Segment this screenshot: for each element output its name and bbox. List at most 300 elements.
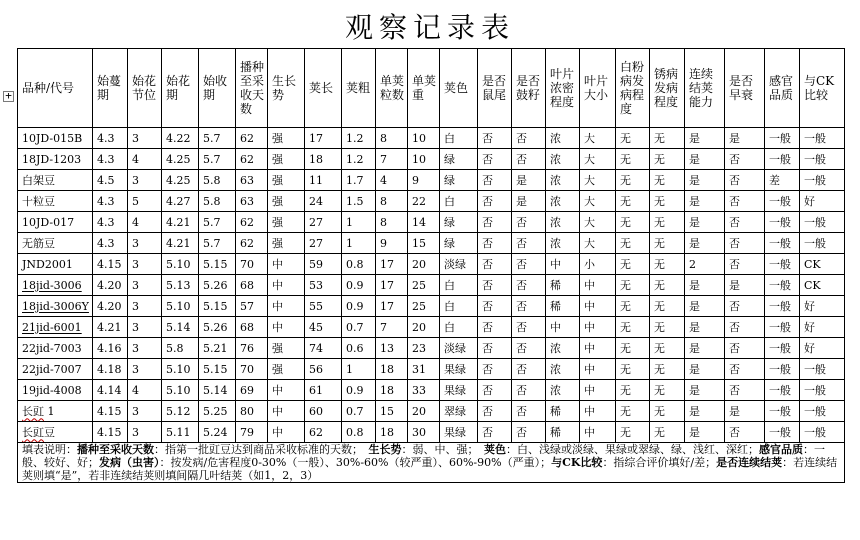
- data-cell: 中: [546, 254, 580, 275]
- data-cell: 否: [725, 254, 765, 275]
- variety-name-cell: 22jid-7003: [18, 338, 93, 359]
- data-cell: 浓: [546, 359, 580, 380]
- data-cell: 是: [685, 317, 725, 338]
- data-cell: 3: [128, 254, 162, 275]
- data-cell: 一般: [800, 380, 845, 401]
- data-cell: 否: [512, 128, 546, 149]
- data-cell: 是: [685, 401, 725, 422]
- table-row: [18, 317, 845, 338]
- data-cell: 15: [408, 233, 440, 254]
- data-cell: 白: [440, 128, 478, 149]
- variety-name-cell: 10JD-015B: [18, 128, 93, 149]
- table-row: [18, 170, 845, 191]
- column-header: 连续结荚能力: [685, 49, 725, 128]
- data-cell: 53: [305, 275, 342, 296]
- data-cell: 大: [580, 191, 616, 212]
- data-cell: 稀: [546, 275, 580, 296]
- data-cell: 中: [580, 401, 616, 422]
- table-row: [18, 380, 845, 401]
- data-cell: 果绿: [440, 422, 478, 443]
- data-cell: 否: [512, 359, 546, 380]
- data-cell: 68: [236, 275, 268, 296]
- data-cell: 一般: [765, 149, 800, 170]
- variety-name-cell: [18, 296, 93, 317]
- data-cell: 否: [478, 317, 512, 338]
- footnote-term: 荚色: [484, 443, 506, 456]
- data-cell: 60: [305, 401, 342, 422]
- data-cell: 无: [650, 254, 685, 275]
- data-cell: 4: [128, 212, 162, 233]
- data-cell: 大: [580, 149, 616, 170]
- data-cell: 4.3: [93, 128, 128, 149]
- data-cell: 稀: [546, 296, 580, 317]
- data-cell: 20: [408, 401, 440, 422]
- data-cell: 中: [546, 317, 580, 338]
- data-cell: 无: [616, 359, 650, 380]
- data-cell: 中: [268, 275, 305, 296]
- data-cell: 无: [650, 149, 685, 170]
- data-cell: 4.25: [162, 170, 199, 191]
- data-cell: 4.16: [93, 338, 128, 359]
- data-cell: 无: [650, 338, 685, 359]
- data-cell: 3: [128, 296, 162, 317]
- data-cell: 否: [478, 254, 512, 275]
- data-cell: 大: [580, 128, 616, 149]
- data-cell: 是: [685, 212, 725, 233]
- table-move-handle-icon[interactable]: +: [3, 91, 14, 102]
- data-cell: 无: [650, 380, 685, 401]
- data-cell: 一般: [765, 212, 800, 233]
- data-cell: 10: [408, 128, 440, 149]
- table-row: [18, 212, 845, 233]
- data-cell: 5.13: [162, 275, 199, 296]
- data-cell: 30: [408, 422, 440, 443]
- data-cell: 4.18: [93, 359, 128, 380]
- header-row: [18, 49, 845, 128]
- data-cell: 无: [650, 170, 685, 191]
- data-cell: 4.27: [162, 191, 199, 212]
- data-cell: 强: [268, 191, 305, 212]
- data-cell: 4.20: [93, 275, 128, 296]
- column-header: 单荚粒数: [376, 49, 408, 128]
- data-cell: 无: [616, 380, 650, 401]
- footnote-term: 发病（虫害）: [99, 456, 160, 469]
- data-cell: 中: [580, 296, 616, 317]
- spellcheck-wavy-text: 长豇: [22, 425, 44, 439]
- data-cell: 4.3: [93, 212, 128, 233]
- data-cell: 好: [800, 338, 845, 359]
- data-cell: 是: [685, 338, 725, 359]
- variety-name-cell: 长豇 1: [18, 401, 93, 422]
- footnote-text: ：若连续结荚则填“是”，若非连续结荚则填间隔几叶结荚（如1，2，3）: [22, 456, 838, 482]
- data-cell: 否: [725, 191, 765, 212]
- data-cell: 1.7: [342, 170, 376, 191]
- data-cell: 7: [376, 149, 408, 170]
- data-cell: 一般: [765, 338, 800, 359]
- data-cell: 无: [650, 359, 685, 380]
- data-cell: 10: [408, 149, 440, 170]
- data-cell: 5.8: [162, 338, 199, 359]
- data-cell: 否: [478, 380, 512, 401]
- data-cell: 稀: [546, 401, 580, 422]
- data-cell: 0.9: [342, 275, 376, 296]
- data-cell: 63: [236, 170, 268, 191]
- data-cell: 5.15: [199, 296, 236, 317]
- data-cell: 1: [342, 233, 376, 254]
- column-header: 荚粗: [342, 49, 376, 128]
- data-cell: 56: [305, 359, 342, 380]
- data-cell: 20: [408, 254, 440, 275]
- data-cell: 45: [305, 317, 342, 338]
- data-cell: 否: [478, 149, 512, 170]
- data-cell: 否: [478, 296, 512, 317]
- footnote-term: 是否连续结荚: [716, 456, 783, 469]
- data-cell: 5.7: [199, 128, 236, 149]
- data-cell: 5: [128, 191, 162, 212]
- data-cell: 无: [650, 233, 685, 254]
- data-cell: 4.21: [162, 233, 199, 254]
- data-cell: 5.14: [162, 317, 199, 338]
- data-cell: 一般: [800, 212, 845, 233]
- data-cell: 中: [580, 338, 616, 359]
- data-cell: 62: [236, 149, 268, 170]
- data-cell: 否: [512, 338, 546, 359]
- data-cell: 中: [268, 380, 305, 401]
- data-cell: 4: [128, 380, 162, 401]
- data-cell: 18: [376, 380, 408, 401]
- data-cell: 5.7: [199, 212, 236, 233]
- data-cell: 4.20: [93, 296, 128, 317]
- data-cell: 淡绿: [440, 254, 478, 275]
- data-cell: 7: [376, 317, 408, 338]
- data-cell: 18: [376, 422, 408, 443]
- underlined-variety-name: 18jid-3006Y: [22, 299, 89, 313]
- data-cell: 3: [128, 317, 162, 338]
- data-cell: 淡绿: [440, 338, 478, 359]
- data-cell: 3: [128, 338, 162, 359]
- column-header: 是否早衰: [725, 49, 765, 128]
- data-cell: 27: [305, 233, 342, 254]
- column-header: 白粉病发病程度: [616, 49, 650, 128]
- data-cell: 否: [478, 422, 512, 443]
- data-cell: 18: [305, 149, 342, 170]
- variety-name-cell: 18JD-1203: [18, 149, 93, 170]
- data-cell: 3: [128, 233, 162, 254]
- data-cell: 否: [512, 380, 546, 401]
- data-cell: 0.9: [342, 296, 376, 317]
- data-cell: 浓: [546, 191, 580, 212]
- data-cell: 61: [305, 380, 342, 401]
- data-cell: 24: [305, 191, 342, 212]
- data-cell: 强: [268, 149, 305, 170]
- data-cell: 是: [685, 233, 725, 254]
- data-cell: 63: [236, 191, 268, 212]
- data-cell: 3: [128, 359, 162, 380]
- data-cell: 否: [478, 359, 512, 380]
- data-cell: 4: [376, 170, 408, 191]
- data-cell: 0.7: [342, 317, 376, 338]
- data-cell: 白: [440, 317, 478, 338]
- table-row: [18, 149, 845, 170]
- data-cell: 4.15: [93, 401, 128, 422]
- data-cell: 8: [376, 128, 408, 149]
- data-cell: 一般: [765, 296, 800, 317]
- data-cell: 否: [725, 317, 765, 338]
- data-cell: 翠绿: [440, 401, 478, 422]
- table-row: [18, 191, 845, 212]
- table-row: [18, 233, 845, 254]
- data-cell: 否: [512, 401, 546, 422]
- variety-name-cell: 十粒豆: [18, 191, 93, 212]
- data-cell: 无: [650, 401, 685, 422]
- data-cell: 否: [478, 401, 512, 422]
- underlined-variety-name: 21jid-6001: [22, 320, 82, 334]
- data-cell: 绿: [440, 149, 478, 170]
- data-cell: 绿: [440, 233, 478, 254]
- data-cell: 57: [236, 296, 268, 317]
- column-header: 锈病发病程度: [650, 49, 685, 128]
- table-row: [18, 296, 845, 317]
- data-cell: 62: [236, 128, 268, 149]
- column-header: 荚色: [440, 49, 478, 128]
- data-cell: 4.3: [93, 149, 128, 170]
- footnote-cell: [18, 443, 845, 483]
- data-cell: 无: [616, 296, 650, 317]
- data-cell: 否: [478, 191, 512, 212]
- data-cell: 15: [376, 401, 408, 422]
- data-cell: 3: [128, 128, 162, 149]
- data-cell: 否: [725, 296, 765, 317]
- underlined-variety-name: 18jid-3006: [22, 278, 82, 292]
- data-cell: 0.9: [342, 380, 376, 401]
- column-header: 单荚重: [408, 49, 440, 128]
- data-cell: 绿: [440, 170, 478, 191]
- table-header: [18, 49, 845, 128]
- data-cell: 62: [236, 233, 268, 254]
- data-cell: 否: [478, 170, 512, 191]
- data-cell: 9: [408, 170, 440, 191]
- data-cell: 5.26: [199, 275, 236, 296]
- data-cell: 4.14: [93, 380, 128, 401]
- data-cell: 中: [268, 317, 305, 338]
- data-cell: 一般: [800, 401, 845, 422]
- data-cell: 好: [800, 296, 845, 317]
- data-cell: 稀: [546, 422, 580, 443]
- data-cell: 浓: [546, 212, 580, 233]
- data-cell: 17: [376, 275, 408, 296]
- data-cell: 强: [268, 359, 305, 380]
- data-cell: 23: [408, 338, 440, 359]
- data-cell: 是: [685, 380, 725, 401]
- data-cell: 小: [580, 254, 616, 275]
- data-cell: 5.7: [199, 233, 236, 254]
- data-cell: 5.7: [199, 149, 236, 170]
- data-cell: 5.25: [199, 401, 236, 422]
- data-cell: 8: [376, 191, 408, 212]
- data-cell: 一般: [765, 275, 800, 296]
- data-cell: 中: [580, 422, 616, 443]
- data-cell: 否: [725, 422, 765, 443]
- data-cell: 55: [305, 296, 342, 317]
- data-cell: 中: [268, 254, 305, 275]
- data-cell: 0.6: [342, 338, 376, 359]
- data-cell: 中: [580, 275, 616, 296]
- data-cell: 中: [580, 380, 616, 401]
- data-cell: 1: [342, 359, 376, 380]
- data-cell: 好: [800, 317, 845, 338]
- data-cell: 中: [268, 296, 305, 317]
- footnote-term: 与CK比较: [551, 456, 603, 469]
- variety-name-cell: 白架豆: [18, 170, 93, 191]
- data-cell: 一般: [765, 401, 800, 422]
- data-cell: 是: [725, 401, 765, 422]
- data-cell: 3: [128, 401, 162, 422]
- footnote-text: ：白、浅绿或淡绿、果绿或翠绿、绿、浅红、深红；: [506, 443, 759, 456]
- data-cell: 4.3: [93, 233, 128, 254]
- data-cell: 是: [725, 128, 765, 149]
- data-cell: CK: [800, 254, 845, 275]
- data-cell: 否: [725, 170, 765, 191]
- data-cell: 一般: [800, 128, 845, 149]
- data-cell: 17: [376, 254, 408, 275]
- data-cell: 无: [616, 233, 650, 254]
- footnote-text: ：按发病/危害程度0-30%（一般）、30%-60%（较严重）、60%-90%（严重）；: [159, 456, 552, 469]
- data-cell: 是: [685, 149, 725, 170]
- data-cell: 一般: [765, 128, 800, 149]
- data-cell: 否: [725, 359, 765, 380]
- data-cell: 无: [616, 422, 650, 443]
- data-cell: 大: [580, 212, 616, 233]
- data-cell: 否: [512, 212, 546, 233]
- data-cell: 无: [650, 191, 685, 212]
- data-cell: 13: [376, 338, 408, 359]
- data-cell: 强: [268, 212, 305, 233]
- data-cell: 浓: [546, 128, 580, 149]
- data-cell: 浓: [546, 170, 580, 191]
- data-cell: 无: [650, 275, 685, 296]
- data-cell: 否: [478, 128, 512, 149]
- column-header: 是否鼠尾: [478, 49, 512, 128]
- footnote-text: 填表说明：: [22, 443, 77, 456]
- data-cell: 1.2: [342, 149, 376, 170]
- data-cell: 一般: [800, 422, 845, 443]
- column-header: 播种至采收天数: [236, 49, 268, 128]
- data-cell: 是: [685, 128, 725, 149]
- data-cell: 5.10: [162, 380, 199, 401]
- data-cell: 5.10: [162, 254, 199, 275]
- data-cell: 是: [725, 275, 765, 296]
- data-cell: 11: [305, 170, 342, 191]
- data-cell: 绿: [440, 212, 478, 233]
- column-header: 荚长: [305, 49, 342, 128]
- page-title: 观察记录表: [344, 11, 515, 44]
- data-cell: 0.8: [342, 254, 376, 275]
- column-header: 感官品质: [765, 49, 800, 128]
- data-cell: 否: [512, 275, 546, 296]
- data-cell: 无: [650, 422, 685, 443]
- column-header: 品种/代号: [18, 49, 93, 128]
- variety-name-cell: [18, 275, 93, 296]
- data-cell: 否: [478, 212, 512, 233]
- data-cell: 4.25: [162, 149, 199, 170]
- data-cell: 4: [128, 149, 162, 170]
- data-cell: 5.24: [199, 422, 236, 443]
- data-cell: 5.15: [199, 254, 236, 275]
- column-header: 始花期: [162, 49, 199, 128]
- data-cell: 是: [685, 296, 725, 317]
- data-cell: 中: [580, 317, 616, 338]
- data-cell: 无: [616, 254, 650, 275]
- data-cell: 无: [616, 149, 650, 170]
- column-header: 始花节位: [128, 49, 162, 128]
- data-cell: 4.5: [93, 170, 128, 191]
- data-cell: 无: [616, 401, 650, 422]
- data-cell: 一般: [765, 317, 800, 338]
- data-cell: 无: [616, 170, 650, 191]
- data-cell: 4.21: [93, 317, 128, 338]
- column-header: 始收期: [199, 49, 236, 128]
- footnote-term: 播种至采收天数: [77, 443, 154, 456]
- column-header: 始蔓期: [93, 49, 128, 128]
- data-cell: 一般: [765, 254, 800, 275]
- data-cell: 是: [685, 170, 725, 191]
- data-cell: 否: [725, 338, 765, 359]
- data-cell: 18: [376, 359, 408, 380]
- data-cell: 5.10: [162, 359, 199, 380]
- column-header: 叶片大小: [580, 49, 616, 128]
- data-cell: 否: [512, 233, 546, 254]
- data-cell: 是: [512, 170, 546, 191]
- data-cell: 33: [408, 380, 440, 401]
- data-cell: 17: [305, 128, 342, 149]
- data-cell: 浓: [546, 149, 580, 170]
- footnote-term: 生长势: [368, 443, 402, 456]
- footnote-text: ：指第一批豇豆达到商品采收标准的天数；: [154, 443, 369, 456]
- data-cell: 大: [580, 170, 616, 191]
- data-cell: 是: [512, 191, 546, 212]
- data-cell: 3: [128, 275, 162, 296]
- data-cell: 强: [268, 233, 305, 254]
- variety-name-cell: 10JD-017: [18, 212, 93, 233]
- data-cell: 否: [512, 422, 546, 443]
- data-cell: 76: [236, 338, 268, 359]
- data-cell: 白: [440, 296, 478, 317]
- data-cell: 一般: [765, 422, 800, 443]
- data-cell: 中: [268, 422, 305, 443]
- column-header: 生长势: [268, 49, 305, 128]
- data-cell: 5.14: [199, 380, 236, 401]
- data-cell: 5.21: [199, 338, 236, 359]
- data-cell: 4.21: [162, 212, 199, 233]
- data-cell: 一般: [800, 233, 845, 254]
- table-row: [18, 422, 845, 443]
- data-cell: 否: [512, 149, 546, 170]
- data-cell: 1: [342, 212, 376, 233]
- data-cell: 中: [580, 359, 616, 380]
- data-cell: 浓: [546, 233, 580, 254]
- column-header: 是否鼓籽: [512, 49, 546, 128]
- data-cell: 否: [478, 338, 512, 359]
- data-cell: 一般: [800, 170, 845, 191]
- data-cell: 是: [685, 422, 725, 443]
- data-cell: 浓: [546, 380, 580, 401]
- data-cell: 80: [236, 401, 268, 422]
- data-cell: 68: [236, 317, 268, 338]
- variety-name-cell: 无筋豆: [18, 233, 93, 254]
- data-cell: 否: [512, 254, 546, 275]
- data-cell: 0.8: [342, 422, 376, 443]
- data-cell: 无: [616, 338, 650, 359]
